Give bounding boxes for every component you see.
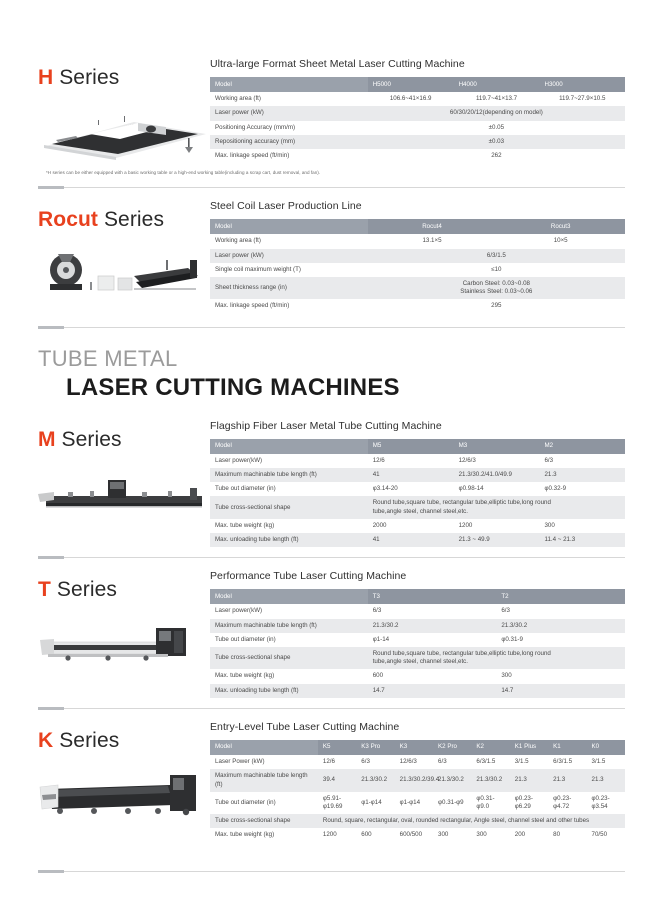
h-series-machine-image <box>38 100 210 162</box>
row-value: 600 <box>368 669 497 683</box>
table-row <box>210 482 625 496</box>
section-h-series <box>0 0 663 163</box>
table-row <box>210 619 625 633</box>
row-value: 10×5 <box>496 234 625 248</box>
row-value: φ0.31-9 <box>496 633 625 647</box>
row-label: Tube cross-sectional shape <box>210 496 368 518</box>
row-label: Laser Power (kW) <box>210 755 318 769</box>
table-row <box>210 468 625 482</box>
row-label: Maximum machinable tube length (ft) <box>210 468 368 482</box>
h-series-right <box>210 58 625 163</box>
table-row <box>210 647 625 669</box>
col-header: K2 Pro <box>433 740 471 755</box>
table-row <box>210 533 625 547</box>
row-label: Max. tube weight (kg) <box>210 669 368 683</box>
row-value: φ0.23-φ6.29 <box>510 792 548 814</box>
col-header: H3000 <box>539 77 625 92</box>
row-value: φ0.23-φ3.54 <box>587 792 625 814</box>
table-row <box>210 106 625 120</box>
row-value: 70/50 <box>587 828 625 842</box>
row-label: Tube cross-sectional shape <box>210 814 318 828</box>
table-row <box>210 234 625 248</box>
col-header: Model <box>210 77 368 92</box>
k-series-machine-image <box>38 763 210 825</box>
row-value-line2: Stainless Steel: 0.03~0.06 <box>460 288 533 296</box>
row-value-span: ≤10 <box>368 263 625 277</box>
t-series-label <box>38 578 210 602</box>
table-row <box>210 814 625 828</box>
row-value: φ0.32-9 <box>539 482 625 496</box>
row-value: 12/6 <box>318 755 356 769</box>
table-row <box>210 792 625 814</box>
row-value: 6/3/1.5 <box>471 755 509 769</box>
k-series-title: Entry-Level Tube Laser Cutting Machine <box>210 720 400 733</box>
table-header-row <box>210 219 625 234</box>
row-value: 6/3 <box>433 755 471 769</box>
table-row <box>210 135 625 149</box>
col-header: K3 <box>395 740 433 755</box>
row-value: φ3.14-20 <box>368 482 454 496</box>
col-header: M5 <box>368 439 454 454</box>
row-value: φ1-φ14 <box>395 792 433 814</box>
col-header: K0 <box>587 740 625 755</box>
bottom-rule <box>38 871 625 872</box>
row-value: 300 <box>471 828 509 842</box>
divider-after-rocut <box>38 327 625 328</box>
row-value: 41 <box>368 533 454 547</box>
col-header: H5000 <box>368 77 454 92</box>
row-value: 2000 <box>368 519 454 533</box>
row-value: 12/6 <box>368 454 454 468</box>
k-series-left <box>38 721 210 843</box>
rocut-series-title: Steel Coil Laser Production Line <box>210 200 362 213</box>
row-label: Laser power(kW) <box>210 454 368 468</box>
table-header-row <box>210 77 625 92</box>
row-label: Tube out diameter (in) <box>210 482 368 496</box>
row-value: 6/3 <box>368 604 497 618</box>
row-value: 14.7 <box>368 684 497 698</box>
table-row <box>210 263 625 277</box>
row-value: 119.7~41×13.7 <box>454 92 540 106</box>
h-series-word: Series <box>59 66 120 89</box>
row-value: 600 <box>356 828 394 842</box>
table-row <box>210 496 625 518</box>
table-row <box>210 604 625 618</box>
col-header: K3 Pro <box>356 740 394 755</box>
row-value: 3/1.5 <box>510 755 548 769</box>
row-value: 39.4 <box>318 769 356 791</box>
table-row <box>210 755 625 769</box>
table-row <box>210 149 625 163</box>
table-row <box>210 454 625 468</box>
row-value-span: ±0.03 <box>368 135 625 149</box>
table-row <box>210 519 625 533</box>
row-value: φ1-φ14 <box>356 792 394 814</box>
row-value: 21.3/30.2 <box>433 769 471 791</box>
row-value: 3/1.5 <box>587 755 625 769</box>
col-header: Rocut3 <box>496 219 625 234</box>
row-label: Working area (ft) <box>210 92 368 106</box>
row-value: 21.3/30.2 <box>471 769 509 791</box>
row-label: Max. linkage speed (ft/min) <box>210 299 368 313</box>
row-value: 300 <box>433 828 471 842</box>
row-value: 21.3 <box>548 769 586 791</box>
m-series-machine-image <box>38 462 210 524</box>
row-value: 11.4 ~ 21.3 <box>539 533 625 547</box>
table-row <box>210 769 625 791</box>
row-label: Maximum machinable tube length (ft) <box>210 769 318 791</box>
row-label: Single coil maximum weight (T) <box>210 263 368 277</box>
t-series-spec-table <box>210 589 625 698</box>
col-header: Model <box>210 740 318 755</box>
row-value: 21.3 ~ 49.9 <box>454 533 540 547</box>
row-value: 21.3/30.2 <box>356 769 394 791</box>
table-row <box>210 277 625 299</box>
rocut-series-machine-image <box>38 242 210 304</box>
row-value: 6/3/1.5 <box>548 755 586 769</box>
rocut-series-label <box>38 208 210 232</box>
h-series-label <box>38 66 210 90</box>
t-series-right <box>210 570 625 698</box>
section-m-series <box>0 402 663 548</box>
row-value: 300 <box>539 519 625 533</box>
col-header: K1 Plus <box>510 740 548 755</box>
row-value: 12/6/3 <box>395 755 433 769</box>
col-header: Model <box>210 439 368 454</box>
row-label: Max. unloading tube length (ft) <box>210 684 368 698</box>
row-value: 6/3 <box>356 755 394 769</box>
t-series-title: Performance Tube Laser Cutting Machine <box>210 570 407 583</box>
row-value: φ0.31-φ9 <box>433 792 471 814</box>
row-value: 21.3/30.2 <box>368 619 497 633</box>
col-header: Model <box>210 219 368 234</box>
k-series-label <box>38 729 210 753</box>
rocut-series-mark: Rocut <box>38 208 98 232</box>
divider-after-t <box>38 708 625 709</box>
table-row <box>210 828 625 842</box>
row-value: 12/6/3 <box>454 454 540 468</box>
row-value: 119.7~27.9×10.5 <box>539 92 625 106</box>
m-series-spec-table <box>210 439 625 548</box>
row-label: Max. tube weight (kg) <box>210 828 318 842</box>
table-row <box>210 684 625 698</box>
row-label: Working area (ft) <box>210 234 368 248</box>
col-header: Model <box>210 589 368 604</box>
k-series-right <box>210 721 625 843</box>
row-value-line1: Round tube,square tube, rectangular tube,elliptic tube,long round <box>372 650 551 658</box>
t-series-mark: T <box>38 578 51 602</box>
col-header: K5 <box>318 740 356 755</box>
h-series-footnote: *H series can be either equipped with a basic working table or a high-end working table(including a scrap cart, dust removal, and fan). <box>46 170 321 176</box>
row-label: Max. linkage speed (ft/min) <box>210 149 368 163</box>
row-label: Max. unloading tube length (ft) <box>210 533 368 547</box>
m-series-mark: M <box>38 427 56 451</box>
row-value-span-multiline <box>368 496 625 518</box>
table-header-row <box>210 589 625 604</box>
k-series-word: Series <box>59 728 120 752</box>
row-label: Tube out diameter (in) <box>210 633 368 647</box>
row-label: Tube out diameter (in) <box>210 792 318 814</box>
section-t-series <box>0 558 663 698</box>
table-row <box>210 92 625 106</box>
divider-after-m <box>38 557 625 558</box>
table-row <box>210 121 625 135</box>
row-value: 200 <box>510 828 548 842</box>
rocut-series-right <box>210 200 625 313</box>
section-k-series <box>0 709 663 843</box>
rocut-series-left <box>38 200 210 313</box>
row-value: φ0.23-φ4.72 <box>548 792 586 814</box>
row-value: 106.6~41×16.9 <box>368 92 454 106</box>
col-header: K2 <box>471 740 509 755</box>
table-row <box>210 669 625 683</box>
row-value: 600/500 <box>395 828 433 842</box>
row-value-line2: tube,angle steel, channel steel,etc. <box>372 507 468 515</box>
row-value: 21.3 <box>587 769 625 791</box>
row-value: 14.7 <box>496 684 625 698</box>
row-value: 21.3 <box>510 769 548 791</box>
row-value: 6/3 <box>496 604 625 618</box>
rocut-series-word: Series <box>103 208 165 232</box>
banner-line-1: TUBE METAL <box>38 345 178 371</box>
m-series-right <box>210 420 625 548</box>
h-series-title: Ultra-large Format Sheet Metal Laser Cutting Machine <box>210 58 465 70</box>
h-series-mark: H <box>38 66 54 89</box>
col-header: Rocut4 <box>368 219 497 234</box>
t-series-machine-image <box>38 612 210 674</box>
banner-line-2: LASER CUTTING MACHINES <box>66 373 400 401</box>
row-label: Max. tube weight (kg) <box>210 519 368 533</box>
row-value: 21.3/30.2 <box>496 619 625 633</box>
row-value: 1200 <box>454 519 540 533</box>
col-header: T2 <box>496 589 625 604</box>
row-value: 6/3 <box>539 454 625 468</box>
col-header: T3 <box>368 589 497 604</box>
row-value-span: Round, square, rectangular, oval, rounded rectangular, Angle steel, channel steel and other tubes <box>318 814 625 828</box>
m-series-label <box>38 428 210 452</box>
k-series-spec-table <box>210 740 625 843</box>
k-series-mark: K <box>38 728 54 752</box>
table-header-row <box>210 740 625 755</box>
row-value-span-multiline <box>368 277 625 299</box>
row-value: φ0.31-φ9.0 <box>471 792 509 814</box>
row-value-span: ±0.05 <box>368 121 625 135</box>
row-value: 300 <box>496 669 625 683</box>
row-value-line1: Carbon Steel: 0.03~0.08 <box>462 280 530 288</box>
row-value: 21.3/30.2/41.0/49.9 <box>454 468 540 482</box>
row-label: Sheet thickness range (in) <box>210 277 368 299</box>
table-row <box>210 299 625 313</box>
row-label: Repositioning accuracy (mm) <box>210 135 368 149</box>
col-header: M2 <box>539 439 625 454</box>
row-value-span: 6/3/1.5 <box>368 249 625 263</box>
rocut-series-spec-table <box>210 219 625 313</box>
row-value: 80 <box>548 828 586 842</box>
row-label: Laser power (kW) <box>210 249 368 263</box>
row-value: 13.1×5 <box>368 234 497 248</box>
row-label: Laser power(kW) <box>210 604 368 618</box>
table-row <box>210 249 625 263</box>
row-label: Laser power (kW) <box>210 106 368 120</box>
t-series-word: Series <box>56 578 117 602</box>
h-series-left <box>38 58 210 163</box>
col-header: M3 <box>454 439 540 454</box>
m-series-left <box>38 420 210 548</box>
row-value: 1200 <box>318 828 356 842</box>
row-value-span: 295 <box>368 299 625 313</box>
divider-after-h <box>38 187 625 188</box>
m-series-title: Flagship Fiber Laser Metal Tube Cutting Machine <box>210 419 442 432</box>
row-value: φ0.98-14 <box>454 482 540 496</box>
row-label: Maximum machinable tube length (ft) <box>210 619 368 633</box>
row-value-line1: Round tube,square tube, rectangular tube,elliptic tube,long round <box>372 499 551 507</box>
row-value-span: 60/30/20/12(depending on model) <box>368 106 625 120</box>
row-value: 41 <box>368 468 454 482</box>
table-row <box>210 633 625 647</box>
h-series-spec-table <box>210 77 625 163</box>
row-label: Positioning Accuracy (mm/m) <box>210 121 368 135</box>
col-header: H4000 <box>454 77 540 92</box>
row-label: Tube cross-sectional shape <box>210 647 368 669</box>
row-value: 21.3/30.2/39.4 <box>395 769 433 791</box>
row-value: 21.3 <box>539 468 625 482</box>
m-series-word: Series <box>61 427 122 451</box>
table-header-row <box>210 439 625 454</box>
col-header: K1 <box>548 740 586 755</box>
row-value-span-multiline <box>368 647 625 669</box>
row-value-span: 262 <box>368 149 625 163</box>
row-value: φ1-14 <box>368 633 497 647</box>
t-series-left <box>38 570 210 698</box>
row-value-line2: tube,angle steel, channel steel,etc. <box>372 658 468 666</box>
tube-metal-banner <box>0 328 663 402</box>
section-rocut-series <box>0 188 663 313</box>
row-value: φ5.91-φ19.69 <box>318 792 356 814</box>
